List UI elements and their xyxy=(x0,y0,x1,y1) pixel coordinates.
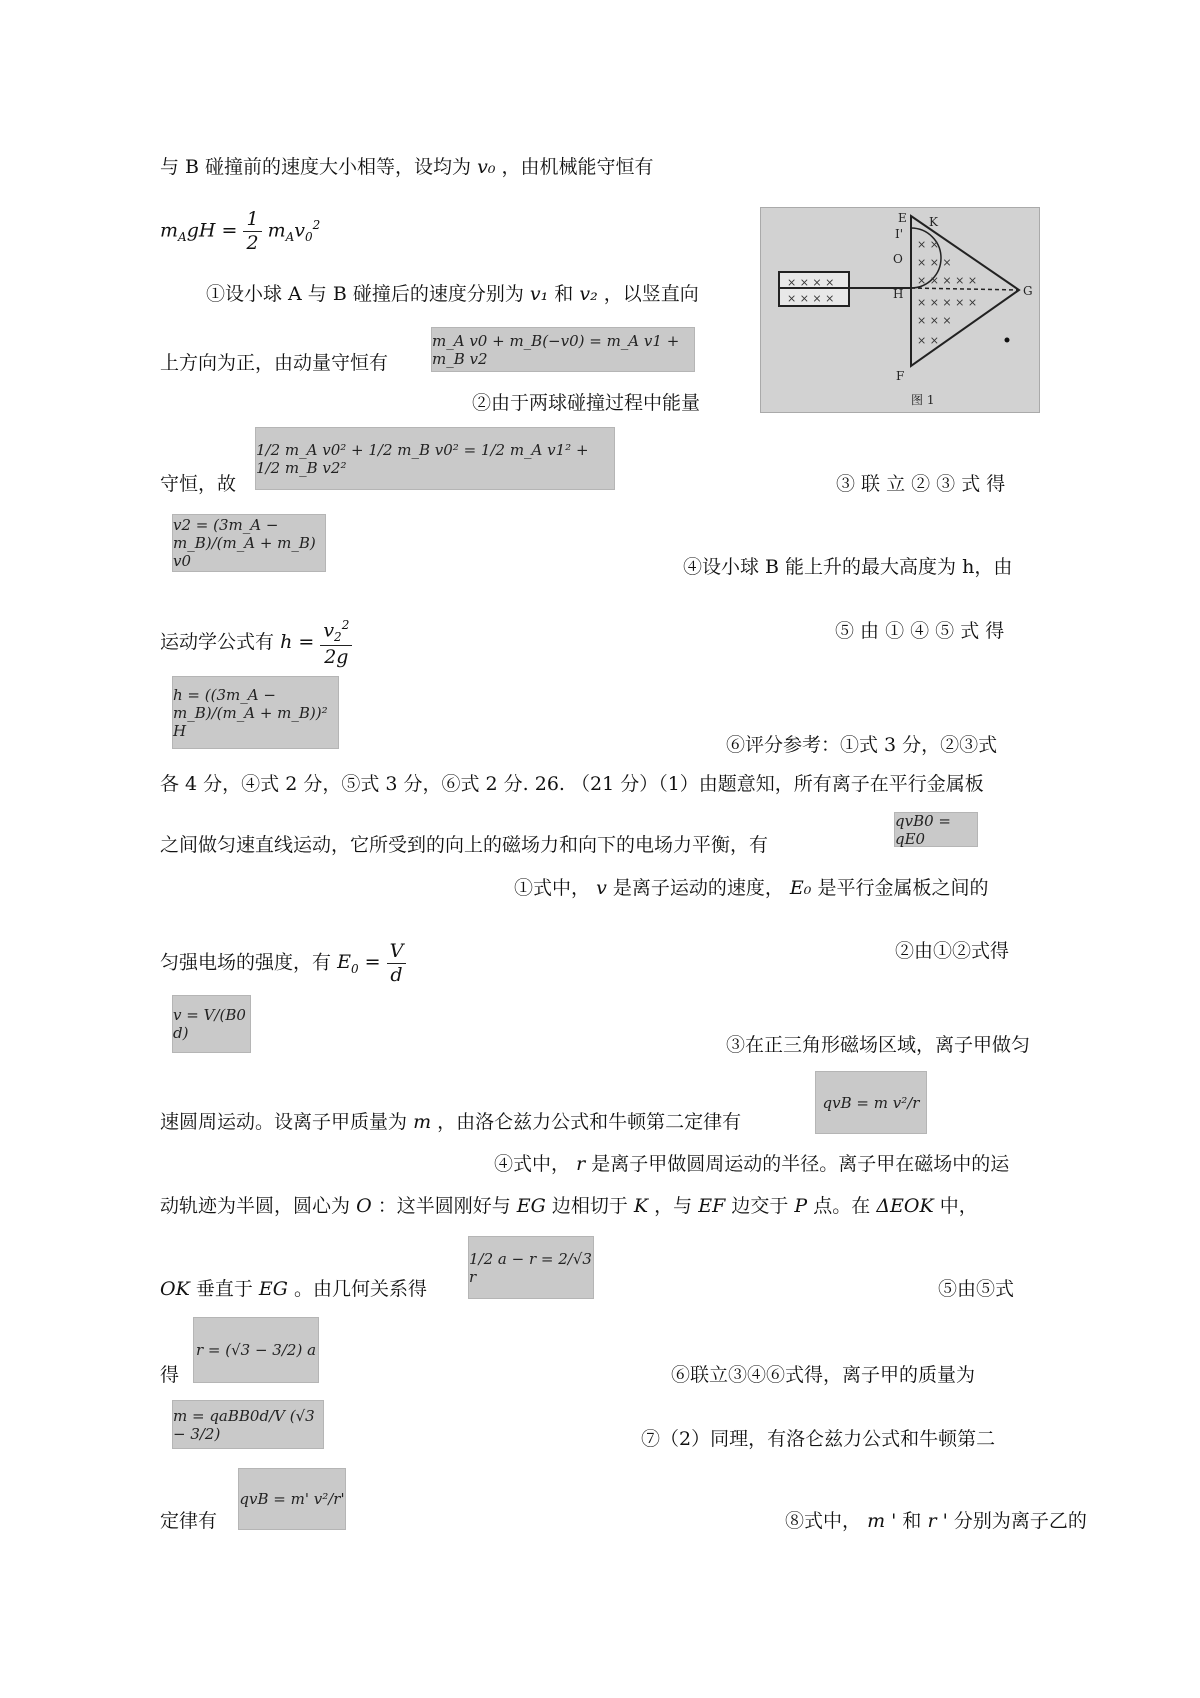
text-segment: 速圆周运动。设离子甲质量为 xyxy=(160,1111,408,1133)
text-segment: 。由几何关系得 xyxy=(294,1278,428,1300)
text-line: 之间做匀速直线运动，它所受到的向上的磁场力和向下的电场力平衡，有 xyxy=(160,834,769,856)
text-segment: 点。在 xyxy=(813,1195,871,1217)
text-segment: ⑧式中， xyxy=(785,1510,862,1532)
label-g: G xyxy=(1023,284,1033,298)
svg-text:× × × ×: × × × × xyxy=(787,276,835,289)
text-line xyxy=(160,940,406,987)
symbol-triangle-eok: ΔEOK xyxy=(876,1195,934,1217)
text-line xyxy=(160,1111,741,1134)
text-segment: 动轨迹为半圆，圆心为 xyxy=(160,1195,351,1217)
symbol-v: v xyxy=(596,877,607,899)
symbol-ok: OK xyxy=(160,1278,190,1300)
text-segment: 边交于 xyxy=(731,1195,789,1217)
text-segment: ①式中， xyxy=(514,877,591,899)
text-line xyxy=(160,1195,978,1218)
text-segment: 运动学公式有 xyxy=(160,631,275,654)
equation-lorentz: qvB = m v²/r xyxy=(815,1071,927,1134)
text-line: ④设小球 B 能上升的最大高度为 h，由 xyxy=(683,556,1013,578)
symbol-r: r xyxy=(576,1153,586,1175)
text-line: ②由①②式得 xyxy=(895,940,1010,962)
text-line: 各 4 分，④式 2 分，⑤式 3 分，⑥式 2 分. 26. （21 分）（1）由题意知，所有离子在平行金属板 xyxy=(160,773,984,795)
text-segment: ，由机械能守恒有 xyxy=(501,156,654,178)
label-f: F xyxy=(896,369,905,383)
text-segment: ：这半圆刚好与 xyxy=(377,1195,511,1217)
text-segment: ，与 xyxy=(654,1195,693,1217)
text-segment: ，以竖直向 xyxy=(603,283,699,305)
text-line xyxy=(160,1278,427,1301)
equation-h: h = $\frac{v_2^2}{2g}$ xyxy=(280,631,352,653)
figure-magnetic-field xyxy=(760,207,1040,413)
figure-caption: 图 1 xyxy=(911,393,935,407)
symbol-m: m xyxy=(413,1111,432,1133)
svg-text:× × ×: × × × xyxy=(917,314,952,327)
symbol-r-prime: r ' xyxy=(927,1510,948,1532)
text-line: ⑤ 由 ① ④ ⑤ 式 得 xyxy=(835,620,1005,642)
text-segment: 分别为离子乙的 xyxy=(953,1510,1087,1532)
text-line: ③在正三角形磁场区域，离子甲做匀 xyxy=(726,1034,1031,1056)
svg-text:× ×: × × xyxy=(917,238,939,251)
text-line: ②由于两球碰撞过程中能量 xyxy=(472,392,701,414)
equation-lorentz-b: qvB = m' v²/r' xyxy=(238,1468,346,1530)
symbol-m-prime: m ' xyxy=(867,1510,897,1532)
equation-v2: v2 = (3m_A − m_B)/(m_A + m_B) v0 xyxy=(172,514,326,572)
label-i: I' xyxy=(895,227,904,241)
text-line: 守恒，故 xyxy=(160,473,237,495)
symbol-o: O xyxy=(356,1195,372,1217)
text-line: ⑥评分参考：①式 3 分，②③式 xyxy=(726,734,998,756)
text-line xyxy=(160,156,654,179)
text-line xyxy=(514,877,988,900)
text-segment: ，由洛仑兹力公式和牛顿第二定律有 xyxy=(437,1111,742,1133)
text-segment: 垂直于 xyxy=(195,1278,253,1300)
equation-energy: $m_AgH$ = $\frac{1}{2}$ $m_Av_0^2$ xyxy=(160,208,321,254)
text-segment: 是离子运动的速度， xyxy=(612,877,784,899)
text-line xyxy=(494,1153,1009,1176)
text-line: ⑥联立③④⑥式得，离子甲的质量为 xyxy=(671,1364,976,1386)
text-segment: 匀强电场的强度，有 xyxy=(160,951,332,974)
symbol-v0: v₀ xyxy=(477,156,496,178)
equation-e0: $E_0$ = $\frac{V}{d}$ xyxy=(337,951,406,973)
symbol-k: K xyxy=(633,1195,649,1217)
svg-text:× × ×: × × × xyxy=(917,256,952,269)
text-segment: ①设小球 A 与 B 碰撞后的速度分别为 xyxy=(206,283,524,305)
symbol-e0: E₀ xyxy=(789,877,812,899)
svg-text:× × × × ×: × × × × × xyxy=(917,274,978,287)
text-line: ⑦（2）同理，有洛仑兹力公式和牛顿第二 xyxy=(641,1428,996,1450)
svg-text:× ×: × × xyxy=(917,334,939,347)
text-line xyxy=(206,283,699,306)
text-segment: 是离子甲做圆周运动的半径。离子甲在磁场中的运 xyxy=(591,1153,1010,1175)
label-o: O xyxy=(893,252,903,266)
figure-diagram xyxy=(761,208,1039,412)
label-k: K xyxy=(929,215,938,229)
equation-h-result: h = ((3m_A − m_B)/(m_A + m_B))² H xyxy=(172,676,339,749)
text-segment: 是平行金属板之间的 xyxy=(817,877,989,899)
symbol-eg: EG xyxy=(516,1195,546,1217)
text-segment: 和 xyxy=(554,283,574,305)
symbol-v2: v₂ xyxy=(579,283,598,305)
svg-text:× × × ×: × × × × xyxy=(787,292,835,305)
equation-geometry: 1/2 a − r = 2/√3 r xyxy=(468,1236,594,1299)
symbol-ef: EF xyxy=(698,1195,726,1217)
svg-text:× × × × ×: × × × × × xyxy=(917,296,978,309)
equation-momentum: m_A v0 + m_B(−v0) = m_A v1 + m_B v2 xyxy=(431,327,695,372)
equation-energy-conservation: 1/2 m_A v0² + 1/2 m_B v0² = 1/2 m_A v1² + 1/2 m_B v2² xyxy=(255,427,615,490)
text-line: 上方向为正，由动量守恒有 xyxy=(160,352,389,374)
label-e: E xyxy=(898,211,907,225)
symbol-eg: EG xyxy=(258,1278,288,1300)
text-segment: 和 xyxy=(902,1510,922,1532)
text-line: 定律有 xyxy=(160,1510,218,1532)
text-segment: 与 B 碰撞前的速度大小相等，设均为 xyxy=(160,156,472,178)
text-line xyxy=(785,1510,1087,1533)
text-segment: 边相切于 xyxy=(551,1195,628,1217)
text-line: 得 xyxy=(160,1364,180,1386)
text-line: ③ 联 立 ② ③ 式 得 xyxy=(836,473,1006,495)
text-line xyxy=(160,618,352,668)
text-segment: ④式中， xyxy=(494,1153,571,1175)
equation-v: v = V/(B0 d) xyxy=(172,995,251,1053)
text-segment: 中， xyxy=(939,1195,978,1217)
symbol-v1: v₁ xyxy=(529,283,549,305)
equation-r: r = (√3 − 3/2) a xyxy=(193,1317,319,1383)
equation-force-balance: qvB0 = qE0 xyxy=(894,812,978,847)
text-line: ⑤由⑤式 xyxy=(938,1278,1015,1300)
label-h: H xyxy=(893,287,904,301)
equation-m: m = qaBB0d/V (√3 − 3/2) xyxy=(172,1400,324,1449)
symbol-p: P xyxy=(794,1195,808,1217)
